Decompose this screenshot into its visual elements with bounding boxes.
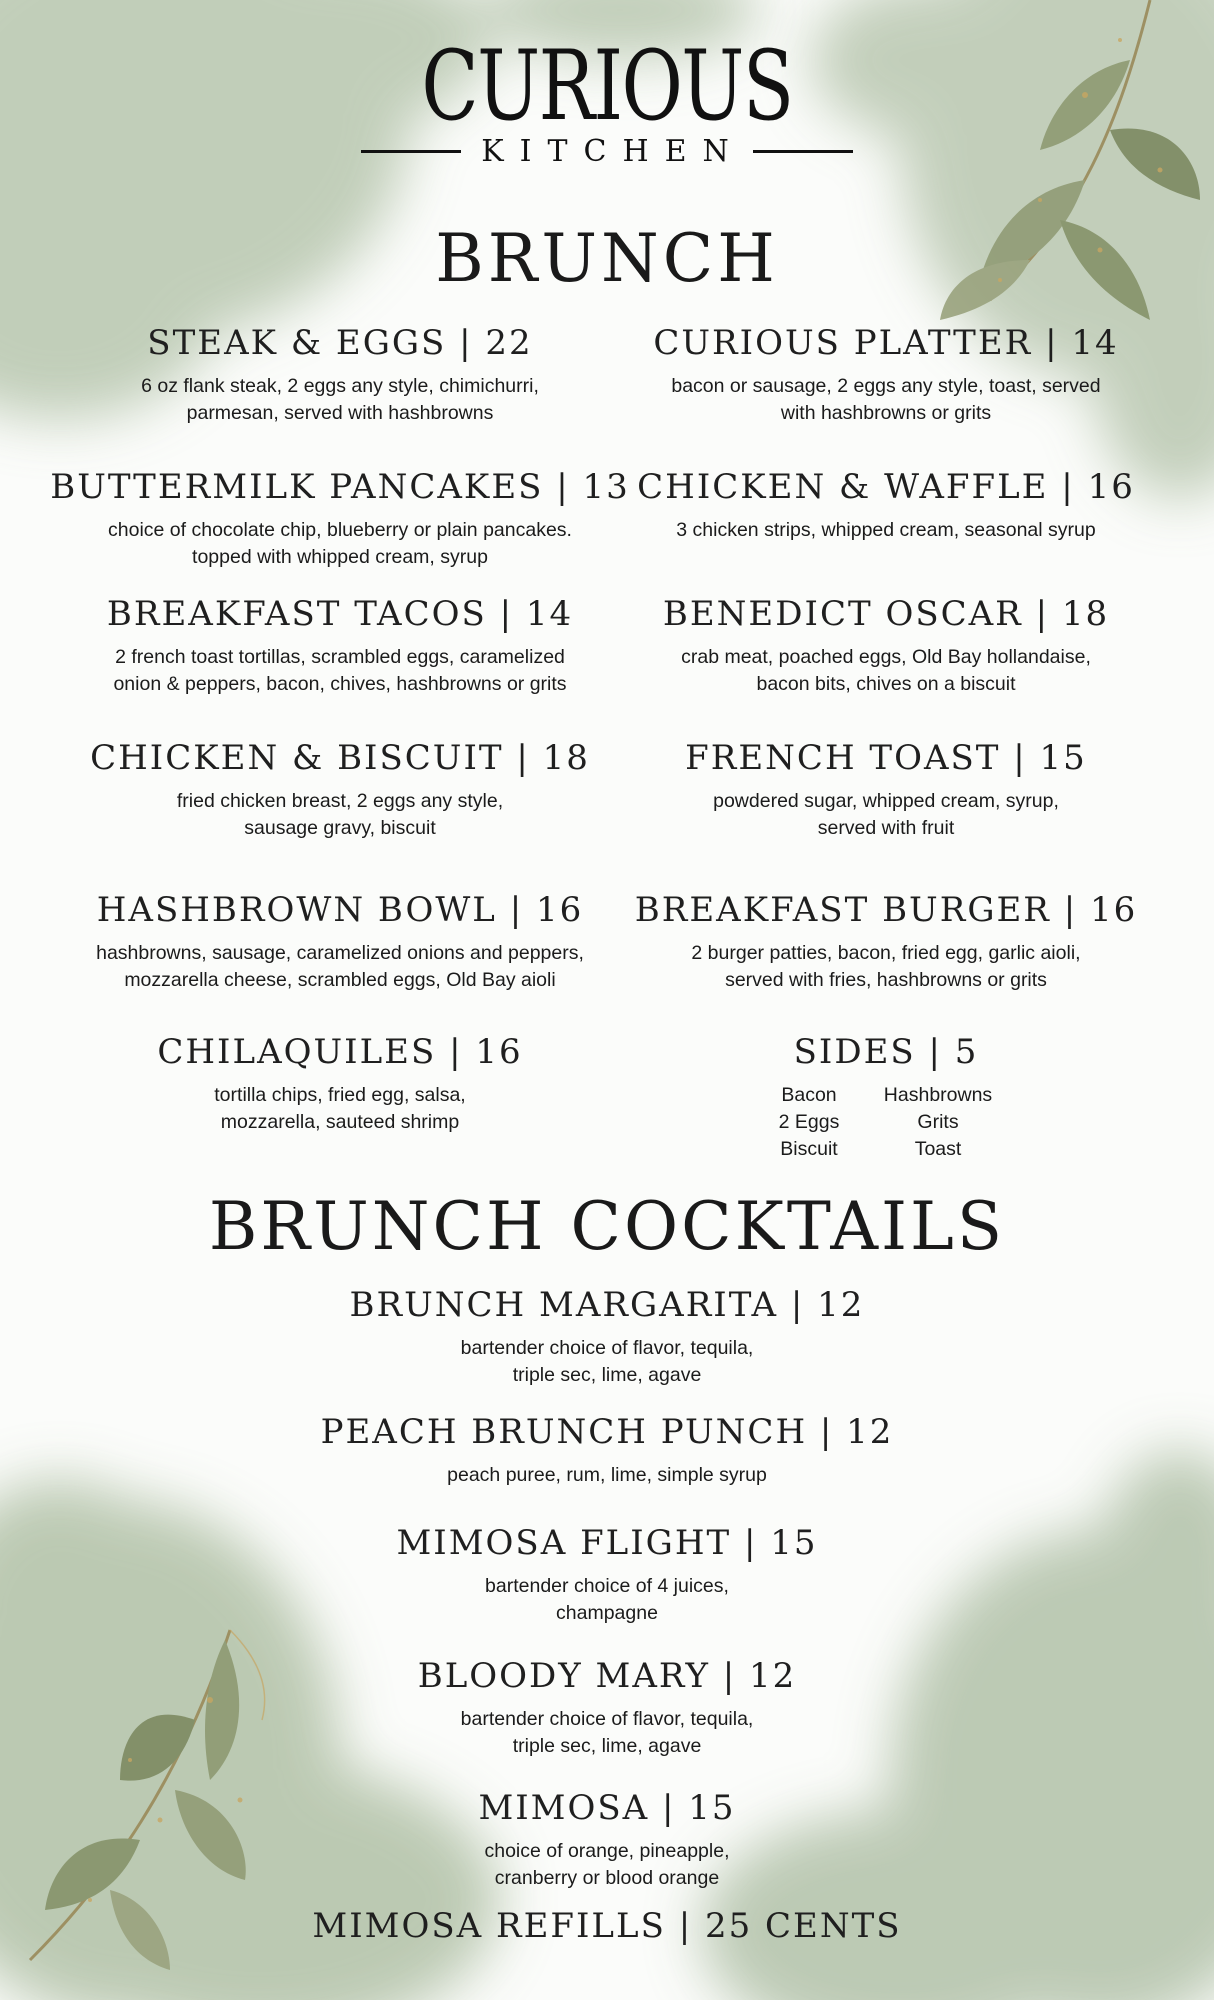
item-name: BENEDICT OSCAR | 18 — [662, 594, 1110, 634]
side-option: Biscuit — [780, 1138, 838, 1160]
menu-item — [586, 738, 1186, 842]
item-description: choice of chocolate chip, blueberry or plain pancakes. topped with whipped cream, syrup — [108, 519, 572, 568]
item-description: hashbrowns, sausage, caramelized onions and peppers, mozzarella cheese, scrambled eggs, Old Bay aioli — [96, 942, 584, 991]
item-name: PEACH BRUNCH PUNCH | 12 — [320, 1412, 894, 1452]
cocktail-item — [207, 1285, 1007, 1389]
item-description: bartender choice of flavor, tequila, triple sec, lime, agave — [460, 1337, 754, 1386]
side-option: Grits — [917, 1111, 959, 1133]
item-name: CHICKEN & BISCUIT | 18 — [90, 738, 590, 778]
logo — [0, 30, 1214, 169]
refills-name: MIMOSA REFILLS | 25 CENTS — [312, 1906, 902, 1946]
menu-item — [586, 890, 1186, 994]
menu-item — [40, 738, 640, 842]
item-description: 2 french toast tortillas, scrambled eggs, caramelized onion & peppers, bacon, chives, hashbrowns or grits — [113, 646, 567, 695]
item-description: 6 oz flank steak, 2 eggs any style, chimichurri, parmesan, served with hashbrowns — [141, 375, 539, 424]
side-option: Bacon — [781, 1084, 837, 1106]
logo-rule-left — [361, 150, 461, 153]
menu-item — [40, 323, 640, 427]
menu-item — [40, 1032, 640, 1136]
item-name: BREAKFAST BURGER | 16 — [634, 890, 1138, 930]
item-description: bacon or sausage, 2 eggs any style, toast, served with hashbrowns or grits — [671, 375, 1101, 424]
menu-item — [40, 594, 640, 698]
menu-item — [586, 594, 1186, 698]
item-description: peach puree, rum, lime, simple syrup — [447, 1464, 767, 1486]
menu-item — [40, 890, 640, 994]
item-description: bartender choice of 4 juices, champagne — [485, 1575, 729, 1624]
item-description: bartender choice of flavor, tequila, triple sec, lime, agave — [460, 1708, 754, 1757]
cocktail-item — [207, 1656, 1007, 1760]
item-description: 3 chicken strips, whipped cream, seasonal syrup — [676, 519, 1096, 541]
item-name: CHICKEN & WAFFLE | 16 — [637, 467, 1135, 507]
side-option: 2 Eggs — [778, 1111, 840, 1133]
item-name: HASHBROWN BOWL | 16 — [96, 890, 584, 930]
item-name: MIMOSA FLIGHT | 15 — [396, 1523, 818, 1563]
item-name: BRUNCH MARGARITA | 12 — [349, 1285, 865, 1325]
cocktails-section-title: BRUNCH COCKTAILS — [208, 1188, 1006, 1265]
sides-item — [586, 1032, 1186, 1163]
item-name: BUTTERMILK PANCAKES | 13 — [50, 467, 630, 507]
side-option: Toast — [914, 1138, 962, 1160]
brunch-section-title: BRUNCH — [435, 220, 779, 297]
cocktail-item — [207, 1523, 1007, 1627]
logo-rule-right — [753, 150, 853, 153]
item-description: fried chicken breast, 2 eggs any style, sausage gravy, biscuit — [176, 790, 504, 839]
menu-item — [40, 467, 640, 571]
menu-item — [586, 467, 1186, 544]
item-name: STEAK & EGGS | 22 — [147, 323, 533, 363]
cocktail-item — [207, 1412, 1007, 1489]
item-description: tortilla chips, fried egg, salsa, mozzarella, sauteed shrimp — [214, 1084, 466, 1133]
sides-list — [586, 1082, 1186, 1163]
item-name: FRENCH TOAST | 15 — [685, 738, 1087, 778]
item-name: CHILAQUILES | 16 — [157, 1032, 523, 1072]
cocktail-item — [207, 1788, 1007, 1892]
item-description: crab meat, poached eggs, Old Bay hollandaise, bacon bits, chives on a biscuit — [681, 646, 1091, 695]
item-name: CURIOUS PLATTER | 14 — [653, 323, 1119, 363]
menu-item — [586, 323, 1186, 427]
item-description: 2 burger patties, bacon, fried egg, garlic aioli, served with fries, hashbrowns or grits — [691, 942, 1081, 991]
logo-subtitle: KITCHEN — [481, 134, 745, 169]
logo-wordmark: CURIOUS — [421, 30, 793, 142]
sides-name: SIDES | 5 — [793, 1032, 979, 1072]
side-option: Hashbrowns — [883, 1084, 993, 1106]
refills-line — [207, 1906, 1007, 1946]
item-name: MIMOSA | 15 — [478, 1788, 736, 1828]
item-name: BREAKFAST TACOS | 14 — [106, 594, 574, 634]
item-name: BLOODY MARY | 12 — [417, 1656, 797, 1696]
item-description: choice of orange, pineapple, cranberry or blood orange — [484, 1840, 730, 1889]
item-description: powdered sugar, whipped cream, syrup, served with fruit — [713, 790, 1059, 839]
